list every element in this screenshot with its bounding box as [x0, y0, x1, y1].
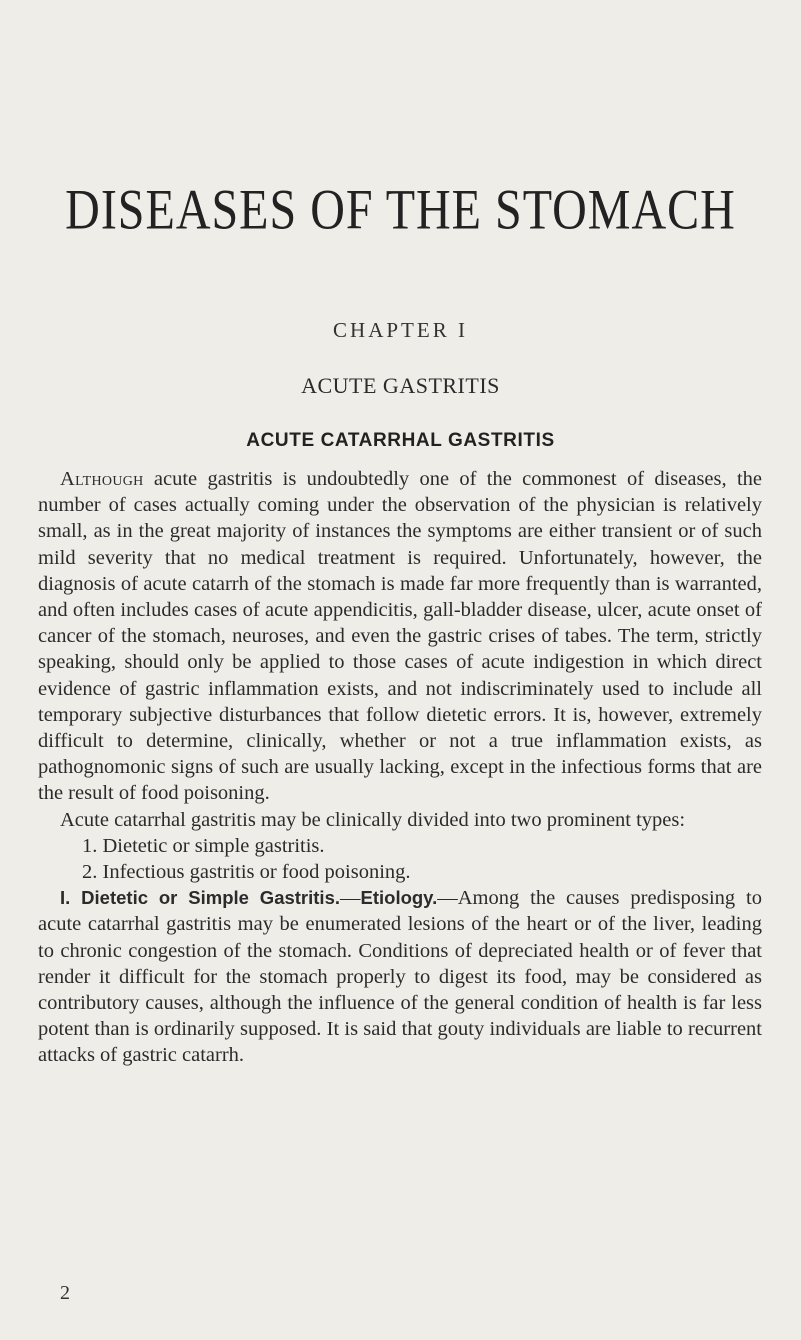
- subsection-label: Etiology.: [360, 887, 438, 909]
- paragraph-intro-text: acute gastritis is undoubtedly one of the commonest of diseases, the number of cases actually coming under the observation of the physician is relatively small, as in the great majority of instances the symptoms are either transient or of such mild severity that no medical treatment is required. Unfortunately, however, the diagnosis of acute catarrh of the stomach is made far more frequently than is warranted, and often includes cases of acute appendicitis, gall-bladder disease, ulcer, acute onset of cancer of the stomach, neuroses, and even the gastric crises of tabes. The term, strictly speaking, should only be applied to those cases of acute indigestion in which direct evidence of gastric inflammation exists, and not indiscriminately used to include all temporary subjective disturbances that follow dietetic errors. It is, however, extremely difficult to determine, clinically, whether or not a true inflammation exists, as pathognomonic signs of such are usually lacking, except in the infectious forms that are the result of food poisoning.: [38, 468, 762, 805]
- chapter-number: CHAPTER I: [333, 318, 468, 342]
- em-dash: —: [437, 887, 458, 910]
- paragraph-intro: [38, 466, 762, 807]
- section-title: ACUTE CATARRHAL GASTRITIS: [246, 430, 555, 451]
- list-item: 2. Infectious gastritis or food poisoning.: [82, 861, 411, 884]
- paragraph-types: Acute catarrhal gastritis may be clinically divided into two prominent types:: [60, 808, 686, 831]
- list-item: 1. Dietetic or simple gastritis.: [82, 834, 325, 857]
- chapter-title: ACUTE GASTRITIS: [301, 373, 500, 398]
- paragraph-etiology: [38, 885, 762, 1068]
- body-text: [38, 466, 762, 1069]
- paragraph-lead-word: Although: [60, 468, 144, 490]
- page-number: 2: [60, 1282, 70, 1304]
- book-title: DISEASES OF THE STOMACH: [65, 179, 736, 242]
- subsection-heading: I. Dietetic or Simple Gastritis.: [60, 887, 340, 909]
- paragraph-etiology-text: Among the causes predisposing to acute catarrhal gastritis may be enumerated lesions of the heart or of the liver, leading to chronic congestion of the stomach. Conditions of depreciated health or of fever that render it difficult for the stomach properly to digest its food, may be considered as contributory causes, although the influence of the general condition of health is far less potent than is ordinarily supposed. It is said that gouty individuals are liable to recurrent attacks of gastric catarrh.: [38, 887, 762, 1067]
- em-dash: —: [340, 887, 361, 910]
